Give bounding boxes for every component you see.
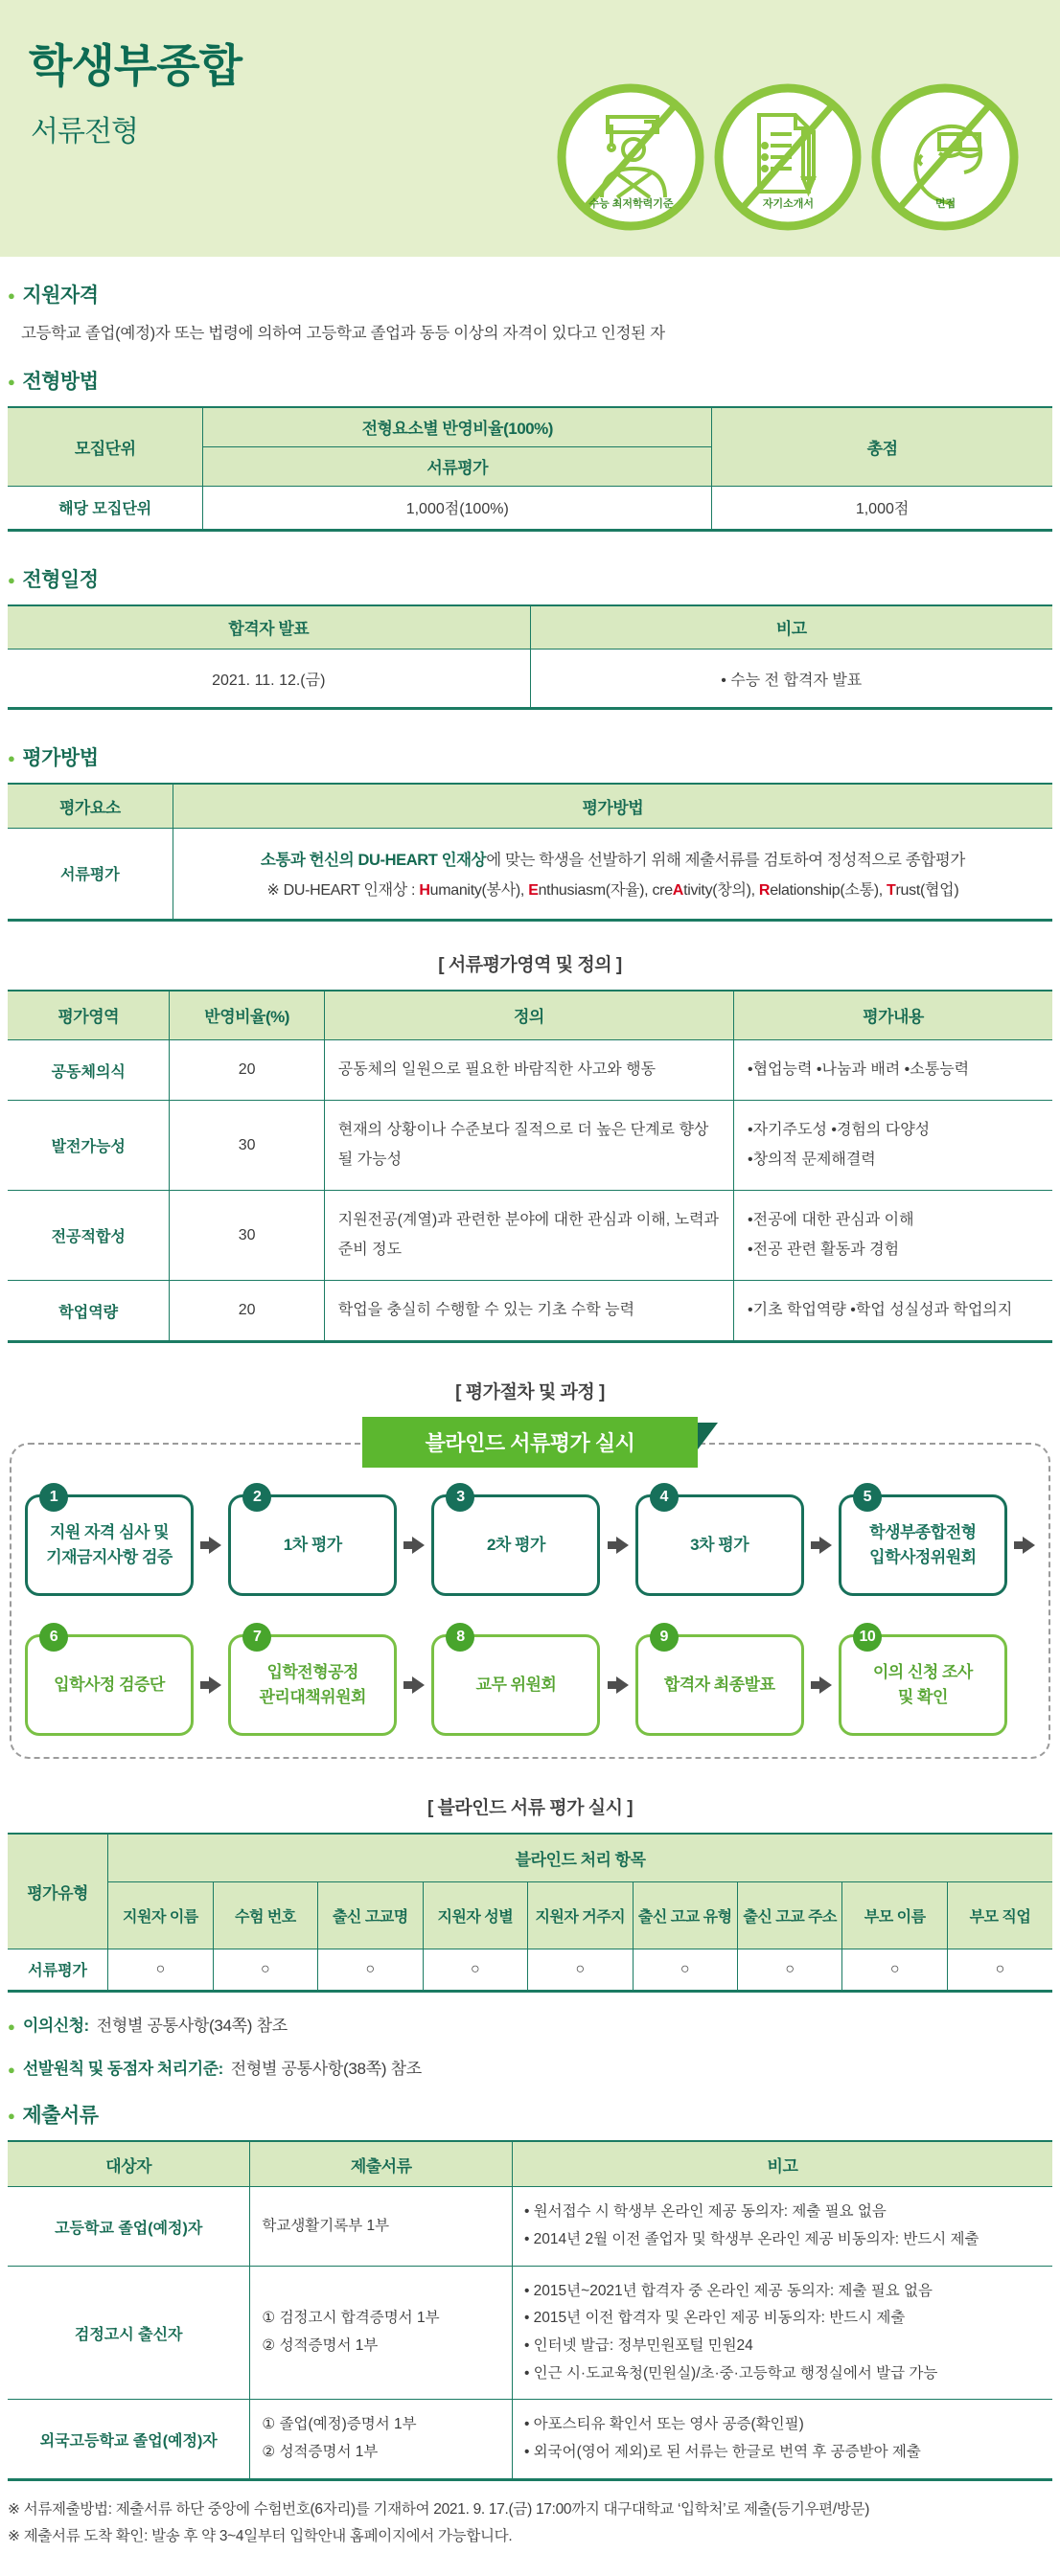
areas-col-ratio: 반영비율(%) [170,991,324,1040]
blind-col-type: 평가유형 [8,1834,108,1949]
area-definition: 현재의 상황이나 수준보다 질적으로 더 높은 단계로 향상될 가능성 [324,1101,733,1191]
evaluation-heading-label: 평가방법 [22,747,99,769]
docs-target: 고등학교 졸업(예정)자 [8,2187,250,2266]
no-csat-minimum-label: 수능 최저학력기준 [588,198,674,210]
evaluation-row-factor: 서류평가 [8,828,173,920]
schedule-note: • 수능 전 합격자 발표 [530,650,1052,709]
table-row [8,1280,1052,1341]
blind-item: 부모 직업 [947,1881,1052,1949]
documents-heading-label: 제출서류 [22,2104,99,2127]
blind-item: 수험 번호 [213,1881,317,1949]
docs-list: 학교생활기록부 1부 [250,2187,513,2266]
blind-row-type: 서류평가 [8,1949,108,1991]
section-bullet-icon [8,2017,15,2036]
docs-list: ① 검정고시 합격증명서 1부 ② 성적증명서 1부 [250,2266,513,2400]
schedule-col-note: 비고 [530,605,1052,650]
method-row-total-score: 1,000점 [712,486,1052,530]
blind-item: 출신 고교 주소 [737,1881,841,1949]
method-row-unit: 해당 모집단위 [8,486,203,530]
docs-notes: • 아포스티유 확인서 또는 영사 공증(확인필) • 외국어(영어 제외)로 된 서류는 한글로 번역 후 공증받아 제출 [512,2400,1052,2479]
heart-term: Trust(협업) [887,882,959,899]
method-row-doc-score: 1,000점(100%) [203,486,712,530]
no-interview-label: 면접 [934,198,956,210]
arrow-right-icon [608,1537,629,1554]
no-csat-minimum-icon [554,80,708,235]
section-bullet-icon [8,2060,15,2079]
section-bullet-icon [8,283,14,306]
section-bullet-icon [8,369,14,392]
step-number-badge: 6 [39,1623,68,1652]
area-ratio: 20 [170,1040,324,1101]
flow-step-5: 5 학생부종합전형 입학사정위원회 [839,1494,1007,1596]
page-content [0,280,1060,2551]
blind-item: 지원자 이름 [108,1881,213,1949]
docs-list: ① 졸업(예정)증명서 1부 ② 성적증명서 1부 [250,2400,513,2479]
evaluation-method-cell [173,828,1052,920]
section-documents-heading [8,2100,1052,2129]
blind-table [8,1833,1052,1993]
area-contents: •자기주도성 •경험의 다양성 •창의적 문제해결력 [734,1101,1052,1191]
blind-mark: ○ [528,1949,633,1991]
flow-step-3: 3 2차 평가 [431,1494,600,1596]
area-name: 발전가능성 [8,1101,170,1191]
page-header [0,0,1060,257]
evaluation-col-factor: 평가요소 [8,784,173,828]
step-number-badge: 5 [853,1483,882,1512]
blind-item: 지원자 성별 [423,1881,527,1949]
flow-step-9: 9 합격자 최종발표 [635,1634,804,1736]
footer-notes [8,2496,1052,2551]
no-self-introduction-label: 자기소개서 [762,198,815,210]
heart-term: Humanity(봉사), [419,882,529,899]
blind-mark: ○ [633,1949,737,1991]
heart-term: creAtivity(창의), [652,882,759,899]
table-row [8,1040,1052,1101]
arrow-right-icon [403,1537,425,1554]
blind-title: [ 블라인드 서류 평가 실시 ] [426,1798,634,1819]
schedule-table [8,604,1052,711]
area-definition: 공동체의 일원으로 필요한 바람직한 사고와 행동 [324,1040,733,1101]
eval-areas-table [8,990,1052,1344]
blind-item: 부모 이름 [842,1881,947,1949]
heart-term: Relationship(소통), [758,882,887,899]
blind-mark: ○ [737,1949,841,1991]
flow-step-1: 1 지원 자격 심사 및 기재금지사항 검증 [25,1494,194,1596]
blind-mark: ○ [108,1949,213,1991]
eval-areas-title: [ 서류평가영역 및 정의 ] [438,954,622,975]
schedule-col-announce: 합격자 발표 [8,605,530,650]
table-row [8,1191,1052,1281]
section-bullet-icon [8,745,14,768]
areas-col-definition: 정의 [324,991,733,1040]
eligibility-heading-label: 지원자격 [22,285,99,307]
blind-item: 출신 고교 유형 [633,1881,737,1949]
blind-mark: ○ [947,1949,1052,1991]
documents-table [8,2140,1052,2481]
table-row [8,1949,1052,1991]
arrow-right-icon [811,1537,832,1554]
docs-col-note: 비고 [512,2141,1052,2187]
flow-step-10: 10 이의 신청 조사 및 확인 [839,1634,1007,1736]
docs-notes: • 원서접수 시 학생부 온라인 제공 동의자: 제출 필요 없음 • 2014년 2월 이전 졸업자 및 학생부 온라인 제공 비동의자: 반드시 제출 [512,2187,1052,2266]
eligibility-body: 고등학교 졸업(예정)자 또는 법령에 의하여 고등학교 졸업과 동등 이상의 자격이 있다고 인정된 자 [21,325,665,342]
section-bullet-icon [8,567,14,590]
arrow-right-icon [200,1537,221,1554]
footer-note-arrival: ※ 제출서류 도착 확인: 발송 후 약 3~4일부터 입학안내 홈페이지에서 가능합니다. [8,2528,513,2545]
no-interview-icon [868,80,1023,235]
method-col-doc: 서류평가 [203,446,712,486]
docs-col-docs: 제출서류 [250,2141,513,2187]
flow-step-4: 4 3차 평가 [635,1494,804,1596]
section-evaluation-heading [8,742,1052,771]
method-col-total: 총점 [712,407,1052,486]
blind-evaluation-banner: 블라인드 서류평가 실시 [362,1417,698,1468]
page-title: 학생부종합 [29,40,242,91]
schedule-announce-date: 2021. 11. 12.(금) [8,650,530,709]
area-ratio: 20 [170,1280,324,1341]
du-heart-line: ※ DU-HEART 인재상 : Humanity(봉사), Enthusiasm(자율), creAtivity(창의), Relationship(소통), Trust(협업) [266,882,959,899]
method-col-ratio: 전형요소별 반영비율(100%) [203,407,712,446]
section-eligibility-heading [8,280,1052,308]
table-row [8,1101,1052,1191]
arrow-right-icon [1014,1537,1035,1554]
schedule-heading-label: 전형일정 [22,568,99,591]
evaluation-method-line1: 소통과 헌신의 DU-HEART 인재상에 맞는 학생을 선발하기 위해 제출서류를 검토하여 정성적으로 종합평가 [260,852,965,869]
banner-fold-icon [698,1423,718,1449]
flow-step-8: 8 교무 위원회 [431,1634,600,1736]
step-number-badge: 9 [650,1623,679,1652]
docs-col-target: 대상자 [8,2141,250,2187]
step-number-badge: 4 [650,1483,679,1512]
selection-principle-note: ● 선발원칙 및 동점자 처리기준: 전형별 공통사항(38쪽) 참조 [8,2055,1052,2079]
blind-mark: ○ [842,1949,947,1991]
blind-item: 지원자 거주지 [528,1881,633,1949]
area-definition: 학업을 충실히 수행할 수 있는 기초 수학 능력 [324,1280,733,1341]
docs-target: 검정고시 출신자 [8,2266,250,2400]
area-contents: •협업능력 •나눔과 배려 •소통능력 [734,1040,1052,1101]
process-title: [ 평가절차 및 과정 ] [455,1382,605,1403]
table-row [8,650,1052,709]
objection-note: ● 이의신청: 전형별 공통사항(34쪽) 참조 [8,2012,1052,2036]
table-row [8,828,1052,920]
section-bullet-icon [8,2103,14,2126]
step-number-badge: 10 [853,1623,882,1652]
method-heading-label: 전형방법 [22,371,99,393]
blind-col-group: 블라인드 처리 항목 [108,1834,1052,1881]
flow-step-6: 6 입학사정 검증단 [25,1634,194,1736]
areas-col-content: 평가내용 [734,991,1052,1040]
step-number-badge: 7 [242,1623,271,1652]
blind-mark: ○ [318,1949,423,1991]
process-flowchart [10,1417,1050,1759]
arrow-right-icon [811,1676,832,1694]
table-row [8,2266,1052,2400]
area-name: 학업역량 [8,1280,170,1341]
area-definition: 지원전공(계열)과 관련한 분야에 대한 관심과 이해, 노력과 준비 정도 [324,1191,733,1281]
area-ratio: 30 [170,1191,324,1281]
area-name: 전공적합성 [8,1191,170,1281]
area-contents: •전공에 대한 관심과 이해 •전공 관련 활동과 경험 [734,1191,1052,1281]
no-self-introduction-icon [711,80,865,235]
arrow-right-icon [608,1676,629,1694]
flow-step-7: 7 입학전형공정 관리대책위원회 [228,1634,397,1736]
step-number-badge: 8 [446,1623,474,1652]
table-row [8,486,1052,530]
docs-target: 외국고등학교 졸업(예정)자 [8,2400,250,2479]
table-row [8,2187,1052,2266]
step-number-badge: 1 [39,1483,68,1512]
step-number-badge: 3 [446,1483,474,1512]
flowchart-dashed-box [10,1443,1050,1759]
step-number-badge: 2 [242,1483,271,1512]
method-col-unit: 모집단위 [8,407,203,486]
docs-notes: • 2015년~2021년 합격자 중 온라인 제공 동의자: 제출 필요 없음 • 2015년 이전 합격자 및 온라인 제공 비동의자: 반드시 제출 • 인터넷 발급: 정부민원포털 민원24 • 인근 시·도교육청(민원실)/초·중·고등학교 행정실에서 발급 가능 [512,2266,1052,2400]
area-ratio: 30 [170,1101,324,1191]
area-contents: •기초 학업역량 •학업 성실성과 학업의지 [734,1280,1052,1341]
arrow-right-icon [403,1676,425,1694]
method-table [8,406,1052,532]
arrow-right-icon [200,1676,221,1694]
blind-mark: ○ [213,1949,317,1991]
areas-col-area: 평가영역 [8,991,170,1040]
flow-row-1 [25,1489,1035,1596]
section-method-heading [8,366,1052,395]
footer-note-submission: ※ 서류제출방법: 제출서류 하단 중앙에 수험번호(6자리)를 기재하여 2021. 9. 17.(금) 17:00까지 대구대학교 ‘입학처’로 제출(등기우편/방문) [8,2500,870,2518]
prohibited-items-icons [554,80,1023,235]
blind-mark: ○ [423,1949,527,1991]
evaluation-table [8,783,1052,922]
blind-item: 출신 고교명 [318,1881,423,1949]
section-schedule-heading [8,564,1052,593]
flow-row-2 [25,1629,1035,1736]
area-name: 공동체의식 [8,1040,170,1101]
evaluation-col-method: 평가방법 [173,784,1052,828]
page-subtitle: 서류전형 [31,116,138,148]
table-row [8,2400,1052,2479]
flow-step-2: 2 1차 평가 [228,1494,397,1596]
heart-term: Enthusiasm(자율), [528,882,653,899]
